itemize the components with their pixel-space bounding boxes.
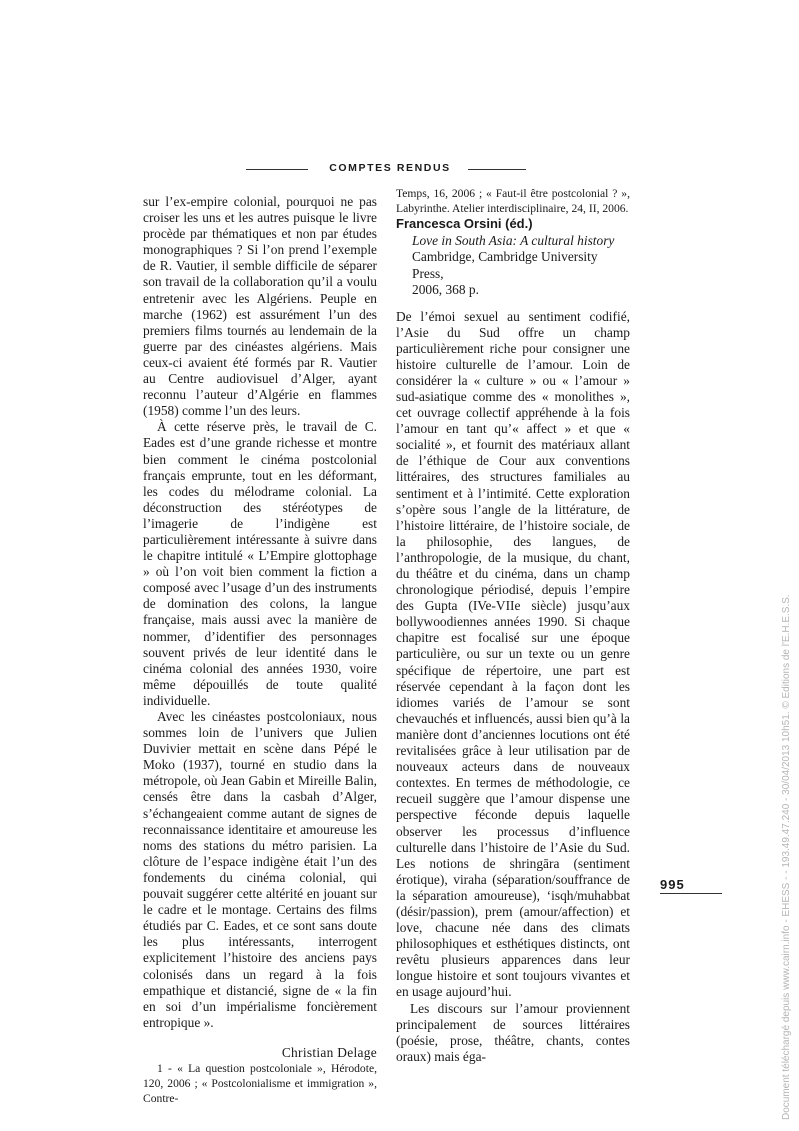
page-number: 995 — [660, 877, 685, 892]
header-rule-right — [468, 169, 526, 170]
section-title: COMPTES RENDUS — [329, 162, 451, 174]
running-header — [246, 160, 526, 180]
left-column — [143, 194, 377, 1106]
paragraph: De l’émoi sexuel au sentiment codifié, l’Asie du Sud offre un champ particulièrement riche pour consigner une histoire culturelle de l’amour. Loin de considérer la « culture » ou « l’amour » sud-asiatique comme des « monolithes », cet ouvrage collectif appréhende à la fois l’amour en tant qu’« affect » et que « socialité », et fournit des matériaux allant de l’éthique de Cour aux conventions littéraires, des structures familiales au sentiment et à l’intimité. Cette exploration s’opère sous l’angle de la littérature, de l’histoire littéraire, de l’histoire sociale, de la philosophie, des langues, de l’anthropologie, de la musique, du chant, du théâtre et du cinéma, dans un champ chronologique périodisé, depuis l’empire des Gupta (IVe-VIIe siècle) jusqu’aux bollywoodiennes années 1990. Si chaque chapitre est focalisé sur une époque particulière, ou sur un texte ou un genre spécifique de répertoire, une part est réservée cependant à la façon dont les idiomes variés de l’amour se sont chevauchés et influencés, aussi bien qu’à la manière dont d’anciennes locutions ont été revitalisées grâce à leur utilisation par de nouveaux acteurs dans de nouveaux contextes. En termes de méthodologie, ce recueil suggère que l’amour dispense une perspective féconde depuis laquelle observer les processus d’influence culturelle dans l’histoire de l’Asie du Sud. Les notions de shringāra (sentiment érotique), viraha (séparation/souffrance de la séparation amoureuse), ‘isqh/muhabbat (désir/passion), prem (amour/affection) et love, chacune née dans des climats philosophiques et esthétiques distincts, ont revêtu plusieurs apparences dans leur longue histoire et sont toujours vivantes et en usage aujourd’hui. — [396, 308, 630, 1000]
footnote: 1 - « La question postcoloniale », Hérodote, 120, 2006 ; « Postcolonialisme et immigration », Contre- — [143, 1061, 377, 1105]
book-details: 2006, 368 p. — [412, 282, 479, 297]
book-publisher: Cambridge, Cambridge University Press, — [412, 249, 598, 281]
header-rule-left — [246, 169, 308, 170]
paragraph: À cette réserve près, le travail de C. Eades est d’une grande richesse et montre bien comment le cinéma postcolonial français emprunte, tout en les déformant, les codes du mélodrame colonial. La déconstruction des stéréotypes de l’imagerie de l’indigène est particulièrement intéressante à suivre dans le chapitre intitulé « L’Empire glottophage » où l’on voit bien comment la fiction a composé avec l’usage d’un des instruments de domination des colons, la langue française, mais aussi avec la manière de nommer, d’identifier des personnages souvent privés de leur identité dans le cinéma colonial des années 1930, voire même dépouillés de toute qualité individuelle. — [143, 419, 377, 708]
page-number-rule — [660, 893, 722, 894]
download-watermark: Document téléchargé depuis www.cairn.info - EHESS - - 193.49.47.240 - 30/04/2013 10h51. © Editions de l'E.H.E.S.S. — [781, 594, 792, 1120]
paragraph: sur l’ex-empire colonial, pourquoi ne pas croiser les uns et les autres puisque le livre procède par thématiques et non par études monographiques ? Si l’on prend l’exemple de R. Vautier, il semble difficile de séparer son travail de la collaboration qu’il a voulu entretenir avec les Algériens. Peuple en marche (1962) est assurément l’un des premiers films tournés au lendemain de la guerre par des cinéastes algériens. Mais ceux-ci avaient été formés par R. Vautier au Centre audiovisuel d’Alger, ayant reconnu l’auteur d’Algérie en flammes (1958) comme l’un des leurs. — [143, 194, 377, 419]
review-signature: Christian Delage — [281, 1044, 377, 1060]
book-title: Love in South Asia: A cultural history — [412, 232, 615, 248]
review-author: Francesca Orsini (éd.) — [396, 216, 533, 231]
review-header — [396, 216, 630, 299]
paragraph: Avec les cinéastes postcoloniaux, nous sommes loin de l’univers que Julien Duvivier mettait en scène dans Pépé le Moko (1937), tourné en studio dans la métropole, où Jean Gabin et Mireille Balin, censés être dans la casbah d’Alger, s’échangeaient comme autant de signes de reconnaissance identitaire et amoureuse les noms des stations du métro parisien. La clôture de l’espace indigène était l’un des fondements du cinéma colonial, qui pouvait suggérer cette altérité en jouant sur le cadre et le montage. Certains des films étudiés par C. Eades, et ce sont sans doute les plus intéressants, interrogent explicitement l’histoire des anciens pays colonisés dans un regard à la fois empathique et distancié, signe de « la fin en soi d’un impérialisme foncièrement entropique ». — [143, 709, 377, 1030]
right-column — [396, 186, 630, 1065]
footnote-continuation: Temps, 16, 2006 ; « Faut-il être postcolonial ? », Labyrinthe. Atelier interdisciplinaire, 24, II, 2006. — [396, 187, 630, 215]
paragraph: Les discours sur l’amour proviennent principalement de sources littéraires (poésie, prose, théâtre, chants, contes oraux) mais éga- — [396, 1000, 630, 1064]
